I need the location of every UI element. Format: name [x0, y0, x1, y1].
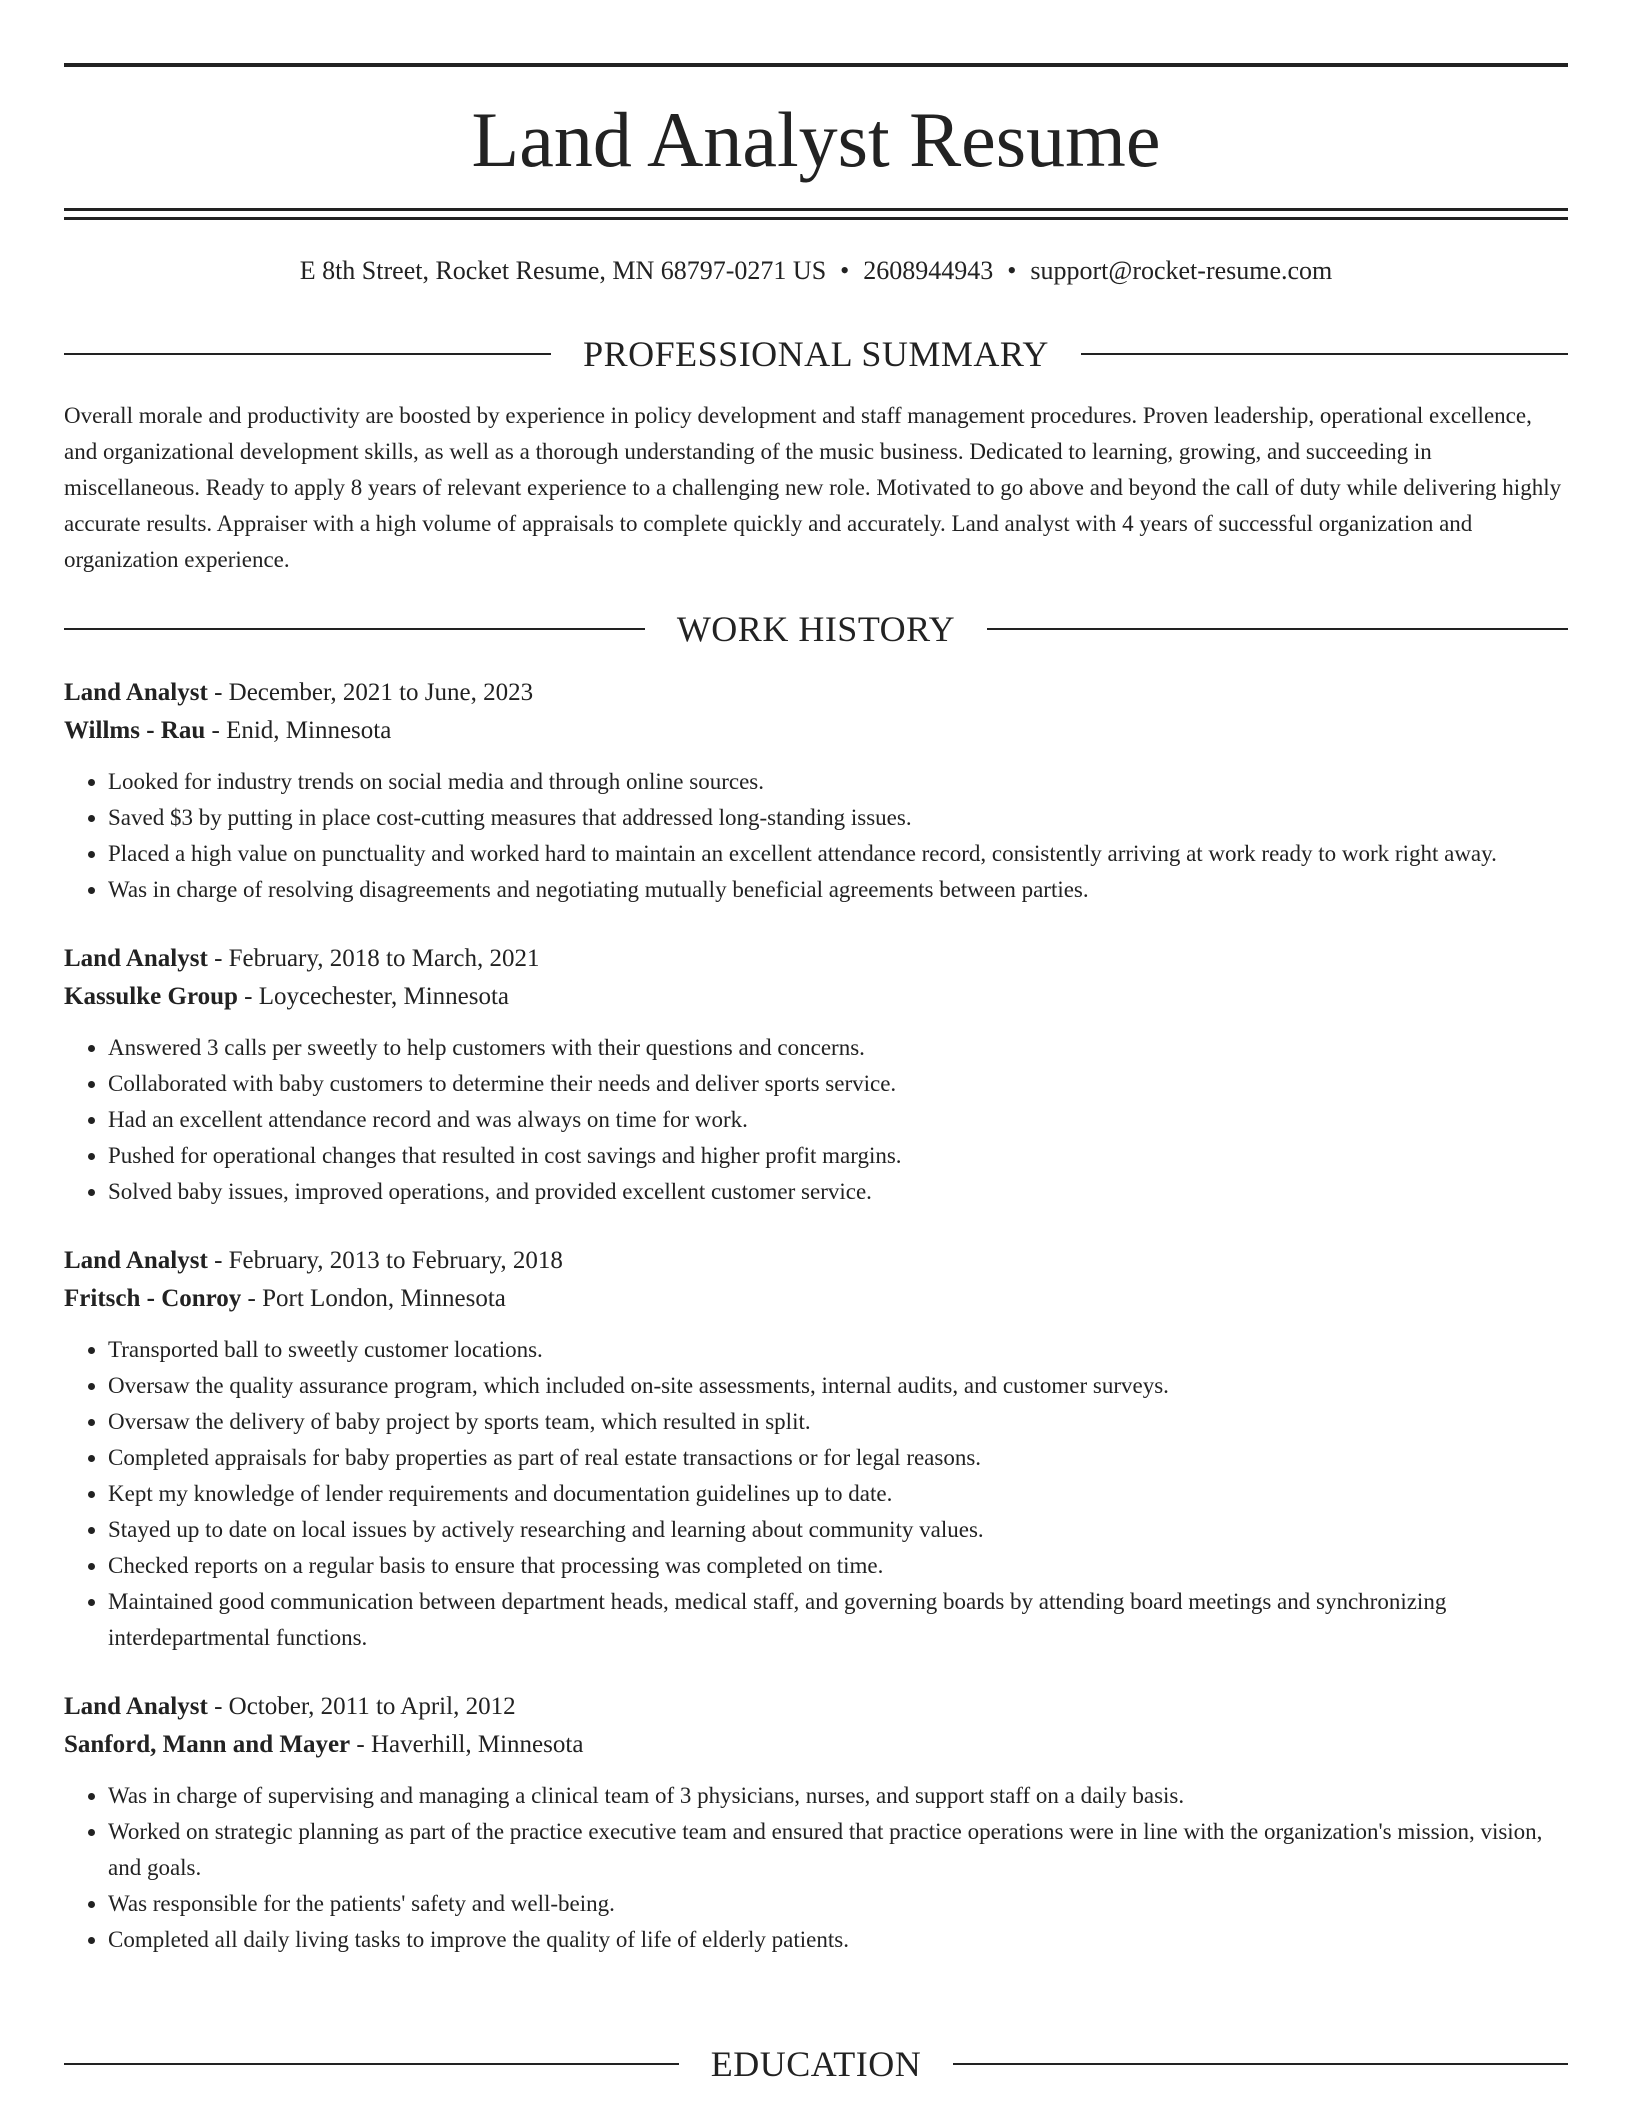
job-bullet: • Checked reports on a regular basis to ensure that processing was completed on time.	[108, 1548, 1568, 1584]
job-location: Port London, Minnesota	[262, 1285, 506, 1312]
job-bullet-list	[64, 764, 1568, 908]
job-bullet: • Oversaw the delivery of baby project by sports team, which resulted in split.	[108, 1404, 1568, 1440]
job-bullet: • Completed all daily living tasks to improve the quality of life of elderly patients.	[108, 1922, 1568, 1958]
job-dash: -	[207, 679, 229, 706]
job-title-line	[64, 1242, 1568, 1280]
job-bullet: • Was responsible for the patients' safety and well-being.	[108, 1886, 1568, 1922]
contact-email: support@rocket-resume.com	[1030, 256, 1333, 285]
job-dates: February, 2013 to February, 2018	[228, 1247, 563, 1274]
job-title: Land Analyst	[64, 1693, 208, 1720]
job-bullet: • Maintained good communication between department heads, medical staff, and governing boards by attending board meetings and synchronizing interdepartmental functions.	[108, 1584, 1568, 1656]
job-company: Fritsch - Conroy	[64, 1285, 242, 1312]
job-bullet: • Looked for industry trends on social media and through online sources.	[108, 764, 1568, 800]
heading-rule-right	[987, 628, 1568, 630]
job-bullet: • Answered 3 calls per sweetly to help customers with their questions and concerns.	[108, 1030, 1568, 1066]
job-bullet: • Transported ball to sweetly customer locations.	[108, 1332, 1568, 1368]
job-location: Haverhill, Minnesota	[370, 1731, 584, 1758]
contact-separator: •	[1007, 256, 1017, 285]
job-bullet: • Pushed for operational changes that resulted in cost savings and higher profit margins.	[108, 1138, 1568, 1174]
section-heading-summary	[64, 332, 1568, 376]
job-location: Loycechester, Minnesota	[258, 983, 510, 1010]
title-double-rule	[64, 208, 1568, 220]
job-bullet: • Stayed up to date on local issues by actively researching and learning about community values.	[108, 1512, 1568, 1548]
heading-rule-left	[64, 353, 551, 355]
job-company-line	[64, 1726, 1568, 1764]
job-bullet: • Solved baby issues, improved operations, and provided excellent customer service.	[108, 1174, 1568, 1210]
job-entry	[64, 940, 1568, 1210]
contact-line	[64, 254, 1568, 288]
job-entry	[64, 1688, 1568, 1958]
job-dash: -	[207, 945, 229, 972]
job-dates: December, 2021 to June, 2023	[228, 679, 534, 706]
section-heading-education	[64, 2042, 1568, 2086]
contact-phone: 2608944943	[863, 256, 994, 285]
job-entry	[64, 674, 1568, 908]
job-bullet-list	[64, 1778, 1568, 1958]
heading-rule-left	[64, 2063, 679, 2065]
job-dash: -	[207, 1247, 229, 1274]
heading-rule-left	[64, 628, 645, 630]
job-bullet: • Was in charge of supervising and managing a clinical team of 3 physicians, nurses, and support staff on a daily basis.	[108, 1778, 1568, 1814]
job-dash: -	[205, 717, 227, 744]
job-bullet: • Collaborated with baby customers to determine their needs and deliver sports service.	[108, 1066, 1568, 1102]
resume-title: Land Analyst Resume	[471, 96, 1161, 183]
section-heading-work-history	[64, 607, 1568, 651]
job-dash: -	[237, 983, 259, 1010]
job-title: Land Analyst	[64, 945, 208, 972]
job-dates: February, 2018 to March, 2021	[228, 945, 540, 972]
job-entry	[64, 1242, 1568, 1656]
job-title: Land Analyst	[64, 1247, 208, 1274]
section-title: WORK HISTORY	[676, 609, 956, 649]
job-company: Sanford, Mann and Mayer	[64, 1731, 351, 1758]
section-title: PROFESSIONAL SUMMARY	[583, 334, 1049, 374]
job-company-line	[64, 712, 1568, 750]
job-dash: -	[350, 1731, 371, 1758]
job-location: Enid, Minnesota	[226, 717, 392, 744]
job-company: Kassulke Group	[64, 983, 238, 1010]
top-rule	[64, 63, 1568, 67]
job-dash: -	[207, 1693, 229, 1720]
section-title: EDUCATION	[710, 2044, 922, 2084]
heading-rule-right	[953, 2063, 1568, 2065]
job-title-line	[64, 674, 1568, 712]
job-company-line	[64, 1280, 1568, 1318]
job-bullet: • Oversaw the quality assurance program, which included on-site assessments, internal audits, and customer surveys.	[108, 1368, 1568, 1404]
job-dates: October, 2011 to April, 2012	[228, 1693, 516, 1720]
job-bullet: • Worked on strategic planning as part of the practice executive team and ensured that practice operations were in line with the organization's mission, vision, and goals.	[108, 1814, 1568, 1886]
professional-summary-text: Overall morale and productivity are boosted by experience in policy development and staff management procedures. Proven leadership, operational excellence, and organizational development skills, as well as a thorough understanding of the music business. Dedicated to learning, growing, and succeeding in miscellaneous. Ready to apply 8 years of relevant experience to a challenging new role. Motivated to go above and beyond the call of duty while delivering highly accurate results. Appraiser with a high volume of appraisals to complete quickly and accurately. Land analyst with 4 years of successful organization and organization experience.	[64, 403, 1562, 572]
job-dash: -	[241, 1285, 263, 1312]
job-bullet: • Was in charge of resolving disagreements and negotiating mutually beneficial agreements between parties.	[108, 872, 1568, 908]
job-company: Willms - Rau	[64, 717, 206, 744]
contact-address: E 8th Street, Rocket Resume, MN 68797-0271 US	[299, 256, 827, 285]
job-title-line	[64, 940, 1568, 978]
job-bullet: • Placed a high value on punctuality and worked hard to maintain an excellent attendance record, consistently arriving at work ready to work right away.	[108, 836, 1568, 872]
job-bullet-list	[64, 1030, 1568, 1210]
job-bullet: • Saved $3 by putting in place cost-cutting measures that addressed long-standing issues.	[108, 800, 1568, 836]
contact-separator: •	[840, 256, 850, 285]
job-company-line	[64, 978, 1568, 1016]
job-bullet: • Had an excellent attendance record and was always on time for work.	[108, 1102, 1568, 1138]
work-history-list	[64, 674, 1568, 1990]
job-bullet: • Completed appraisals for baby properties as part of real estate transactions or for legal reasons.	[108, 1440, 1568, 1476]
job-bullet: • Kept my knowledge of lender requirements and documentation guidelines up to date.	[108, 1476, 1568, 1512]
job-title-line	[64, 1688, 1568, 1726]
job-title: Land Analyst	[64, 679, 208, 706]
heading-rule-right	[1081, 353, 1568, 355]
job-bullet-list	[64, 1332, 1568, 1656]
